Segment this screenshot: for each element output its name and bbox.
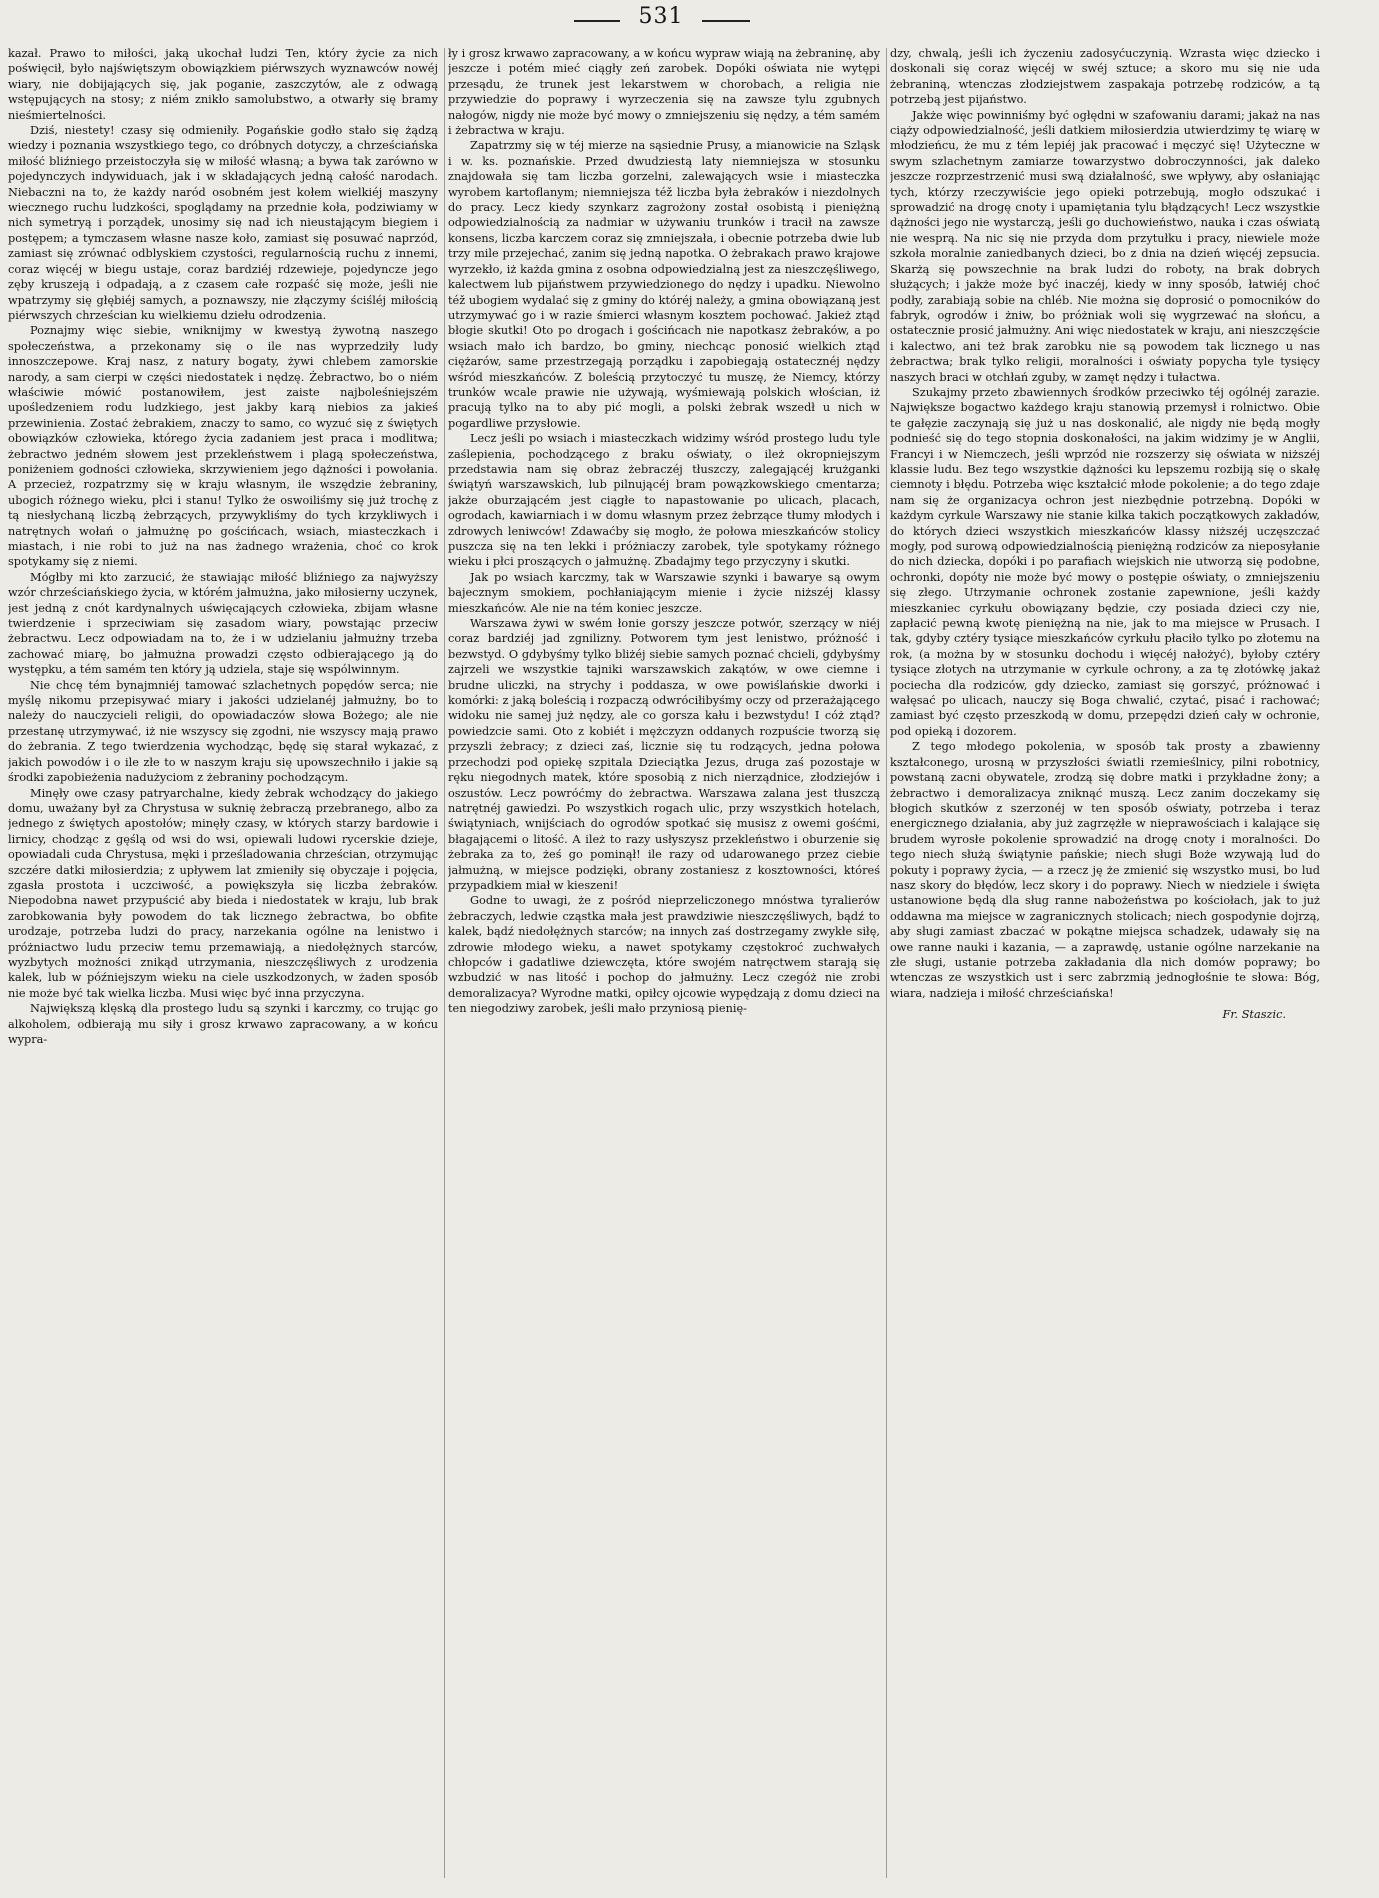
paragraph: Lecz jeśli po wsiach i miasteczkach widzimy wśród prostego ludu tyle zaślepienia, pochodzącego z braku oświaty, o ileż okropniejszym przedstawia nam się obraz żebraczéj tłuszczy, zalegającéj krużganki świątyń warszawskich, lub pilnującéj bram powązkowskiego cmentarza; jakże oburzającém jest ciągłe to napastowanie po ulicach, placach, ogrodach, kawiarniach i w domu własnym przez żebrzące tłumy młodych i zdrowych leniwców! Zdawaćby się mogło, że połowa mieszkańców stolicy puszcza się na ten lekki i próżniaczy zarobek, tyle spotykamy różnego wieku i płci proszących o jałmużnę. Zbadajmy tego przyczyny i skutki. [448, 432, 880, 569]
paragraph: dzy, chwalą, jeśli ich życzeniu zadosyćuczynią. Wzrasta więc dziecko i doskonali się coraz więcéj w swéj sztuce; a skoro mu się nie uda żebraniną, wtenczas złodziejstwem zaspakaja potrzebę rodziców, a tą potrzebą jest pijaństwo. [890, 47, 1320, 107]
paragraph: Największą klęską dla prostego ludu są szynki i karczmy, co trując go alkoholem, odbierają mu siły i grosz krwawo zapracowany, a w końcu wypra- [8, 1002, 438, 1046]
paragraph: Dziś, niestety! czasy się odmieniły. Pogańskie godło stało się żądzą wiedzy i poznania wszystkiego tego, co dróbnych dotyczy, a chrześciańska miłość bliźniego przeistoczyła się w miłość własną; a bywa tak zarówno w pojedynczych indywiduach, jak i w składających jedną całość narodach. Niebaczni na to, że każdy naród osobném jest kołem wielkiéj maszyny wiecznego ruchu ludzkości, spoglądamy na przednie koła, podziwiamy w nich symetryą i porządek, unosimy się nad ich nieustającym biegiem i postępem; a tymczasem własne nasze koło, zamiast się posuwać naprzód, zamiast się zrównać odblyskiem czystości, regularnością ruchu z innemi, coraz więcéj w biegu ustaje, coraz bardziéj rdzewieje, pojedyncze jego zęby kruszeją i odpadają, a z czasem całe rozpaść się może, jeśli nie wpatrzymy się głębiéj samych, a poznawszy, nie złączymy ściśléj miłością piérwszych chrześcian ku wielkiemu dziełu odrodzenia. [8, 124, 438, 322]
header-rule-right [702, 20, 750, 22]
paragraph: Jak po wsiach karczmy, tak w Warszawie szynki i bawaryе są owym bajecznym smokiem, pochłaniającym mienie i życie niższéj klassy mieszkańców. Ale nie na tém koniec jeszcze. [448, 570, 880, 615]
paragraph: ły i grosz krwawo zapracowany, a w końcu wypraw wiają na żebraninę, aby jeszcze i potém mieć ciągły zeń zarobek. Dopóki oświata nie wytępi przesądu, że trunek jest lekarstwem w chorobach, a religia nie przywiedzie do poprawy i wyrzeczenia się na zawsze tylu zgubnych nałogów, nigdy nie może być mowy o zmniejszeniu się nędzy, a tém samém i żebractwa w kraju. [448, 47, 880, 138]
paragraph: Jakże więc powinniśmy być ogłędni w szafowaniu darami; jakaż na nas ciąży odpowiedzialność, jeśli datkiem miłosierdzia utwierdzimy tę wiarę w młodzieńcu, że mu z tém lepiéj jak pracować i męczyć się! Użyteczne w swym szlachetnym zamiarze towarzystwo dobroczynności, jak daleko jeszcze rozprzestrzenić musi swą działalność, swe wpływy, aby osłaniając tych, którzy rzeczywiście jego opieki potrzebują, mogło odszukać i sprowadzić na drogę cnoty i upamiętania tylu błądzących! Lecz wszystkie dążności jego nie wystarczą, jeśli go duchowieństwo, nauka i czas oświatą nie wesprą. Na nic się nie przyda dom przytułku i pracy, niewiele może szkoła moralnie zaniedbanych dzieci, bo z dnia na dzień więcéj zepsucia. Skarżą się powszechnie na brak ludzi do roboty, na brak dobrych służących; i jakże może być inaczéj, kiedy w inny sposób, łatwiéj choć podły, zarabiają sobie na chléb. Nie można się doprosić o pomocników do fabryk, ogrodów i żniw, bo próżniak woli się wygrzewać na słońcu, a ostatecznie prosić jałmużny. Ani więc niedostatek w kraju, ani nieszczęście i kalectwo, ani też brak zarobku nie są powodem tak licznego u nas żebractwa; brak tylko religii, moralności i oświaty popycha tyle tysięcy naszych braci w otchłań zguby, w zamęt nędzy i tułactwa. [890, 108, 1320, 384]
paragraph: Nie chcę tém bynajmniéj tamować szlachetnych popędów serca; nie myślę nikomu przepisywać miary i jakości udzielanéj jałmużny, bo to należy do nauczycieli religii, do opowiadaczów słowa Bożego; ale nie przestanę utrzymywać, iż nie wszyscy się zgodni, nie wszyscy mają prawo do żebrania. Z tego twierdzenia wychodząc, będę się starał wykazać, z jakich powodów i o ile złe to w naszym kraju się upowszechniło i jakie są środki zapobieżenia nadużyciom z żebraniny pochodzącym. [8, 678, 438, 785]
page-number: 531 [638, 4, 684, 29]
column-1 [8, 46, 438, 1892]
column-3 [890, 46, 1320, 1892]
column-divider [886, 48, 887, 1878]
paragraph: Mógłby mi kto zarzucić, że stawiając miłość bliźniego za najwyższy wzór chrześciańskiego życia, w którém jałmużna, jako miłosierny uczynek, jest jedną z cnót kardynalnych uświęcających człowieka, zbijam własne twierdzenie i sprzeciwiam się zasadom wiary, powstając przeciw żebractwu. Lecz odpowiadam na to, że i w udzielaniu jałmużny trzeba zachować miarę, bo jałmużna prowadzi często odbierającego ją do występku, a tém samém ten który ją udziela, staje się wspólwinnym. [8, 570, 438, 677]
paragraph: Minęły owe czasy patryarchalne, kiedy żebrak wchodzący do jakiego domu, uważany był za Chrystusa w suknię żebraczą przebranego, albo za jednego z świętych apostołów; minęły czasy, w których starzy bardowie i lirnicy, chodząc z gęślą od wsi do wsi, opiewali ludowi rycerskie dzieje, opowiadali cuda Chrystusa, męki i prześladowania chrześcian, otrzymując szczére datki miłosierdzia; z upływem lat zmieniły się obyczaje i pojęcia, zgasła prostota i uczciwość, a powiększyła się liczba żebraków. Niepodobna nawet przypuścić aby bieda i niedostatek w kraju, lub brak zarobkowania były powodem do tak licznego żebractwa, bo obfite urodzaje, potrzeba ludzi do pracy, narzekania ogólne na lenistwo i próżniactwo ludu przeciw temu przemawiają, a niedołężnych starców, wyzbytych możności znikąd utrzymania, nieszczęśliwych z urodzenia kalek, lub w późniejszym wieku na ciele uszkodzonych, w żaden sposób nie może być tak wielka liczba. Musi więc być inna przyczyna. [8, 786, 438, 1000]
paragraph: Z tego młodego pokolenia, w sposób tak prosty a zbawienny kształconego, urosną w przyszłości światli rzemieślnicy, pilni robotnicy, powstaną zacni obywatele, zrodzą się dobre matki i przykładne żony; a żebractwo i demoralizacya zniknąć muszą. Lecz zanim doczekamy się błogich skutków z szerzonéj w ten sposób oświaty, potrzeba i teraz energicznego działania, aby już zagrzężłe w nieprawościach i kalające się brudem wyrosłe pokolenie sprowadzić na drogę cnoty i moralności. Do tego niech służą świątynie pańskie; niech sługi Boże wzywają lud do pokuty i poprawy życia, — a rzecz ję że zmienić się wszystko musi, bo lud nasz skory do błędów, lecz skory i do poprawy. Niech w niedziele i święta ustanowione będą dla sług ranne nabożeństwa po kościołach, jak to już oddawna ma miejsce w zagranicznych stolicach; niech gospodynie dojrzą, aby sługi zamiast zbaczać w pokątne miejsca schadzek, udawały się na owe ranne nauki i kazania, — a zaprawdę, ustanie ogólne narzekanie na złe sługi, ustanie potrzeba zakładania dla nich domów poprawy; bo wtenczas ze wszystkich ust i serc zabrzmią jednogłośnie te słowa: Bóg, wiara, nadzieja i miłość chrześciańska! [890, 740, 1320, 1000]
column-2 [448, 46, 880, 1892]
text-columns [8, 46, 1374, 1892]
page-header [0, 4, 1379, 34]
paragraph: Szukajmy przeto zbawiennych środków przeciwko téj ogólnéj zarazie. Największe bogactwo każdego kraju stanowią przemysł i rolnictwo. Obie te gałęzie zaczynają się już u nas doskonalić, ale nigdy nie będą mogły podnieść się do tego stopnia doskonałości, na jakim widzimy je w Anglii, Francyi i w Niemczech, jeśli wprzód nie rozszerzy się oświata w niższéj klassie ludu. Bez tego wszystkie dążności ku lepszemu rozbiją się o skałę ciemnoty i błędu. Potrzeba więc kształcić młode pokolenie; a do tego zdaje nam się że organizacya ochron jest niezbędnie potrzebną. Dopóki w każdym cyrkule Warszawy nie stanie kilka takich początkowych zakładów, do których dzieci wszystkich mieszkańców klassy niższéj uczęszczać mogły, pod surową odpowiedzialnością pieniężną rodziców za nieposyłanie do nich dziecka, dopóki i po parafiach wiejskich nie utworzą się podobne, ochronki, dopóty nie może być mowy o postępie oświaty, o zmniejszeniu się złego. Utrzymanie ochronek zostanie zapewnione, jeśli każdy mieszkaniec cyrkułu obowiązany będzie, czy posiada dzieci czy nie, zapłacić pewną kwotę pieniężną na nie, jak to ma miejsce w Prusach. I tak, gdyby cztéry tysiące mieszkańców cyrkułu płaciło tylko po złotemu na rok, (a można by w stosunku dochodu i więcéj nałożyć), byłoby cztéry tysiące złotych na utrzymanie w cyrkule ochrony, a za tę złotówkę jakaż pociecha dla rodziców, gdy dziecko, zamiast się gorszyć, próżnować i wałęsać po ulicach, nauczy się Boga chwalić, czytać, pisać i rachować; zamiast być często przeszkodą w domu, przepędzi dzień cały w ochronie, pod opieką i dozorem. [890, 385, 1320, 738]
paragraph: Warszawa żywi w swém łonie gorszy jeszcze potwór, szerzący w niéj coraz bardziéj jad zgnilizny. Potworem tym jest lenistwo, próżność i bezwstyd. O gdybyśmy tylko bliżéj siebie samych poznać chcieli, gdybyśmy zajrzeli we wszystkie tajniki warszawskich zakątów, w owe ciemne i brudne uliczki, na strychy i poddasza, w owe powiślańskie dworki i komórki: z jaką boleścią i rozpaczą odwróciłibyśmy oczy od przerażającego widoku nie samej już nędzy, ale co gorsza kału i bezwstydu! I cóż ztąd? powiedzcie sami. Oto z kobiét i mężczyzn oddanych rozpuście tworzą się przyszli żebracy; z dzieci zaś, licznie się tu rodzących, jedna połowa przechodzi pod opiekę szpitala Dzieciątka Jezus, druga zaś pozostaje w ręku niegodnych matek, które sposobią z nich nierządnice, złodziejów i oszustów. Lecz powróćmy do żebractwa. Warszawa zalana jest tłuszczą natrętnéj gawiedzi. Po wszystkich rogach ulic, przy wszystkich hotelach, świątyniach, wnijściach do ogrodów spotkać się musisz z owemi gośćmi, błagającemi o litość. A ileż to razy usłyszysz przekleństwo i oburzenie się żebraka za to, żeś go pominął! ile razy od udarowanego przez ciebie jałmużną, w miejsce podzięki, obrany zostaniesz z kosztowności, któreś przypadkiem miał w kieszeni! [448, 617, 880, 892]
header-rule-left [574, 20, 620, 22]
paragraph: kazał. Prawo to miłości, jaką ukochał ludzi Ten, który życie za nich poświęcił, było najświętszym obowiązkiem piérwszych wyznawców nowéj wiary, nie dobijających się, jak poganie, zaszczytów, ale z odwagą wstępujących na stosy; z niém znikło samolubstwo, a otwarły się bramy nieśmiertelności. [8, 47, 438, 122]
paragraph: Godne to uwagi, że z pośród nieprzeliczonego mnóstwa tyralierów żebraczych, ledwie cząstka mała jest prawdziwie nieszczęśliwych, bądź to kalek, bądź niedołężnych starców; na innych zaś dostrzegamy zwykłe siłę, zdrowie młodego wieku, a nawet spotykamy częstokroć zuchwałych chłopców i gadatliwe dziewczęta, które swojém natręctwem starają się wzbudzić w nas litość i pochop do jałmużny. Lecz czegóż nie zrobi demoralizacya? Wyrodne matki, opiłcy ojcowie wypędzają z domu dzieci na ten niegodziwy zarobek, jeśli mało przyniosą pienię- [448, 894, 880, 1016]
author-signature: Fr. Staszic. [1222, 1008, 1286, 1022]
paragraph: Zapatrzmy się w téj mierze na sąsiednie Prusy, a mianowicie na Szląsk i w. ks. poznańskie. Przed dwudziestą laty niemniejsza w stosunku znajdowała się tam liczba gorzelni, zalewających wsie i miasteczka wyrobem kartoflanym; niemniejsza též liczba była żebraków i niezdolnych do pracy. Lecz kiedy szynkarz zagrożony został osobistą i pieniężną odpowiedzialnością za nadmiar w używaniu trunków i tracił na zawsze konsens, liczba karczem coraz się zmniejszała, i obecnie potrzeba dwie lub trzy mile przejechać, zanim się jedną napotka. O żebrakach prawo krajowe wyrzekło, iż każda gmina z osobna odpowiedzialną jest za nieszczęśliwego, kalectwem lub pijaństwem przywiedzionego do nędzy i upadku. Niewolno též ubogiem wydalać się z gminy do któréj należy, a gmina obowiązaną jest utrzymywać go i w razie śmierci własnym kosztem pochować. Jakież ztąd błogie skutki! Oto po drogach i gościńcach nie napotkasz żebraków, a po wsiach mało ich bardzo, bo gminy, niechcąc ponosić wielkich ztąd ciężarów, same przestrzegają porządku i zapobiegają ostatecznéj nędzy wśród mieszkańców. Z boleścią przytoczyć tu muszę, że Niemcy, którzy trunków wcale prawie nie używają, wyśmiewają polskich włościan, iż pracują tylko na to aby pić mogli, a polski żebrak wszedł u nich w pogardliwe przysłowie. [448, 139, 880, 430]
paragraph: Poznajmy więc siebie, wniknijmy w kwestyą żywotną naszego społeczeństwa, a przekonamy się o ile nas wyprzedziły ludy innoszczepowe. Kraj nasz, z natury bogaty, żywi chlebem zamorskie narody, a sam cierpi w części niedostatek i nędzę. Żebractwo, bo o niém właściwie mówić postanowiłem, jest zaiste najboleśniejszém upośledzeniem rodu ludzkiego, jest jakby karą niebios za jakieś przewinienia. Zostać żebrakiem, znaczy to samo, co wyzuć się z świętych obowiązków człowieka, którego życia zadaniem jest praca i modlitwa; żebractwo jedném słowem jest przekleństwem i plagą społeczeństwa, poniżeniem godności człowieka, skrzywieniem jego dążności i powołania. A przecież, rozpatrzmy się w kraju własnym, ile wszędzie żebraniny, ubogich różnego wieku, płci i stanu! Tylko że oswoiliśmy się już trochę z tą niesłychaną liczbą żebrzących, przywykliśmy do tych krzykliwych i natrętnych wołań o jałmużnę po gościńcach, wsiach, miasteczkach i miastach, i nie robi to już na nas żadnego wrażenia, choć co krok spotykamy się z niemi. [8, 324, 438, 569]
column-divider [444, 48, 445, 1878]
